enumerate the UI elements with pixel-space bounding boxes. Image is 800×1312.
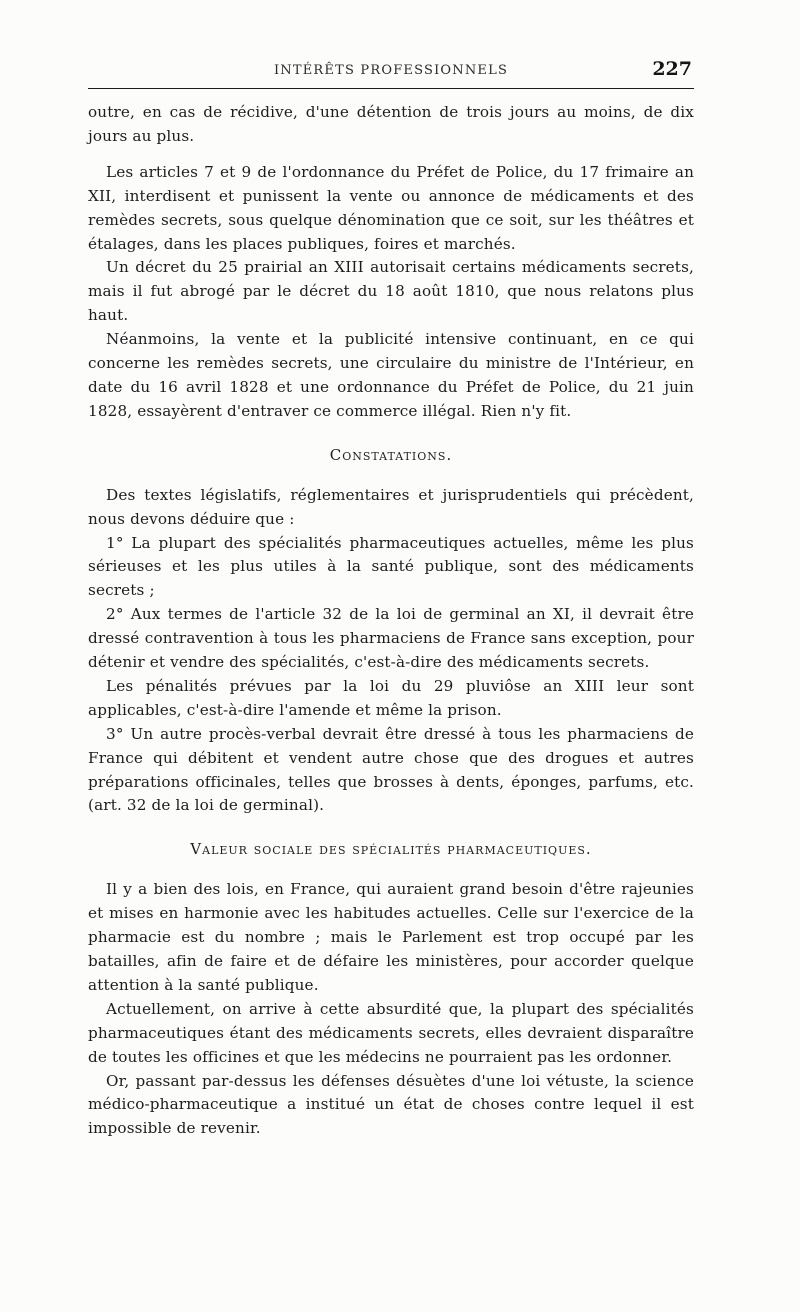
paragraph-9: 3° Un autre procès-verbal devrait être dressé à tous les pharmaciens de France qui débitent et vendent autre chose que des drogues et autres préparations officinales, telles que brosses à dents, éponges, parfums, etc. (art. 32 de la loi de germinal). bbox=[88, 724, 694, 815]
section-heading-valeur-sociale: Valeur sociale des spécialités pharmaceutiques. bbox=[190, 840, 592, 859]
section-heading-constatations: Constatations. bbox=[329, 445, 453, 464]
paragraph-10: Il y a bien des lois, en France, qui auraient grand besoin d'être rajeunies et mises en harmonie avec les habitudes actuelles. Celle sur l'exercice de la pharmacie est du nombre ; mais le Parlement est trop occupé par les batailles, afin de faire et de défaire les ministères, pour accorder quelque attention à la santé publique. bbox=[88, 880, 694, 994]
paragraph-12: Or, passant par-dessus les défenses désuètes d'une loi vétuste, la science médico-pharmaceutique a institué un état de choses contre lequel il est impossible de revenir. bbox=[88, 1071, 694, 1138]
paragraph-2: Les articles 7 et 9 de l'ordonnance du Préfet de Police, du 17 frimaire an XII, interdisent et punissent la vente ou annonce de médicaments et des remèdes secrets, sous quelque dénomination que ce soit, sur les théâtres et étalages, dans les places publiques, foires et marchés. bbox=[88, 162, 694, 253]
running-header bbox=[88, 58, 694, 88]
running-title: INTÉRÊTS PROFESSIONNELS bbox=[273, 63, 509, 78]
page-number: 227 bbox=[652, 58, 692, 80]
book-page bbox=[88, 58, 694, 1141]
body-text bbox=[88, 101, 694, 1141]
paragraph-1: outre, en cas de récidive, d'une détention de trois jours au moins, de dix jours au plus. bbox=[88, 103, 694, 145]
paragraph-3: Un décret du 25 prairial an XIII autorisait certains médicaments secrets, mais il fut abrogé par le décret du 18 août 1810, que nous relatons plus haut. bbox=[88, 258, 694, 325]
paragraph-7: 2° Aux termes de l'article 32 de la loi de germinal an XI, il devrait être dressé contravention à tous les pharmaciens de France sans exception, pour détenir et vendre des spécialités, c'est-à-dire des médicaments secrets. bbox=[88, 605, 694, 672]
paragraph-11: Actuellement, on arrive à cette absurdité que, la plupart des spécialités pharmaceutiques étant des médicaments secrets, elles devraient disparaître de toutes les officines et que les médecins ne pourraient pas les ordonner. bbox=[88, 999, 694, 1066]
header-rule bbox=[88, 88, 694, 89]
paragraph-6: 1° La plupart des spécialités pharmaceutiques actuelles, même les plus sérieuses et les plus utiles à la santé publique, sont des médicaments secrets ; bbox=[88, 533, 694, 600]
paragraph-8: Les pénalités prévues par la loi du 29 pluviôse an XIII leur sont applicables, c'est-à-dire l'amende et même la prison. bbox=[88, 676, 694, 719]
paragraph-5: Des textes législatifs, réglementaires et jurisprudentiels qui précèdent, nous devons déduire que : bbox=[88, 485, 694, 528]
paragraph-4: Néanmoins, la vente et la publicité intensive continuant, en ce qui concerne les remèdes secrets, une circulaire du ministre de l'Intérieur, en date du 16 avril 1828 et une ordonnance du Préfet de Police, du 21 juin 1828, essayèrent d'entraver ce commerce illégal. Rien n'y fit. bbox=[88, 330, 694, 420]
